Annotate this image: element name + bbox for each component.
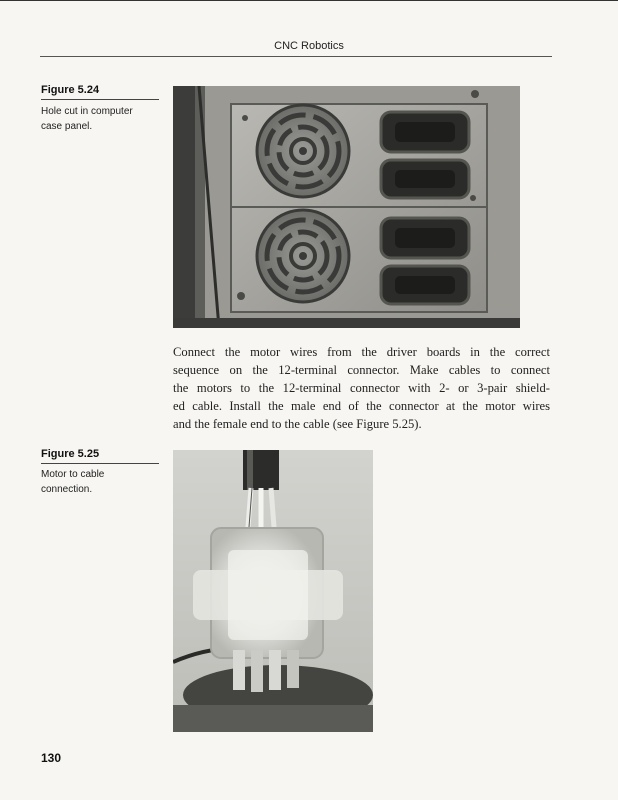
power-socket-bottom-2 [381,266,469,304]
figure-5-25-caption [41,467,161,497]
figure-5-25-photo [173,450,373,732]
power-socket-bottom-1 [381,218,469,258]
figure-5-24-label: Figure 5.24 [41,84,100,96]
figure-5-25-caption-line: Motor to cable [41,469,105,480]
figure-5-24-caption [41,104,161,134]
running-header: CNC Robotics [274,40,344,52]
body-line: the motors to the 12-terminal connector with 2- or 3-pair shield- [173,381,550,395]
body-line: sequence on the 12-terminal connector. Make cables to connect [173,363,550,377]
figure-5-24-rule [41,99,159,100]
body-line: and the female end to the cable (see Figure 5.25). [173,417,422,431]
fan-grill-top [257,105,349,197]
body-line: Connect the motor wires from the driver boards in the correct [173,345,550,359]
figure-5-25-label: Figure 5.25 [41,448,100,460]
figure-5-24-photo [173,86,520,328]
power-socket-top-2 [381,160,469,198]
figure-5-24-caption-line: Hole cut in computer [41,106,133,117]
page-number: 130 [41,751,62,765]
fan-grill-bottom [257,210,349,302]
case-panel-photo [173,86,520,328]
figure-5-25-caption-line: connection. [41,484,93,495]
figure-5-24-caption-line: case panel. [41,121,93,132]
figure-5-25-rule [41,463,159,464]
body-line: ed cable. Install the male end of the connector at the motor wires [173,399,550,413]
power-socket-top-1 [381,112,469,152]
body-paragraph [173,343,550,433]
connector-photo [173,450,373,732]
header-rule [40,56,552,57]
page-top-edge [0,0,618,1]
